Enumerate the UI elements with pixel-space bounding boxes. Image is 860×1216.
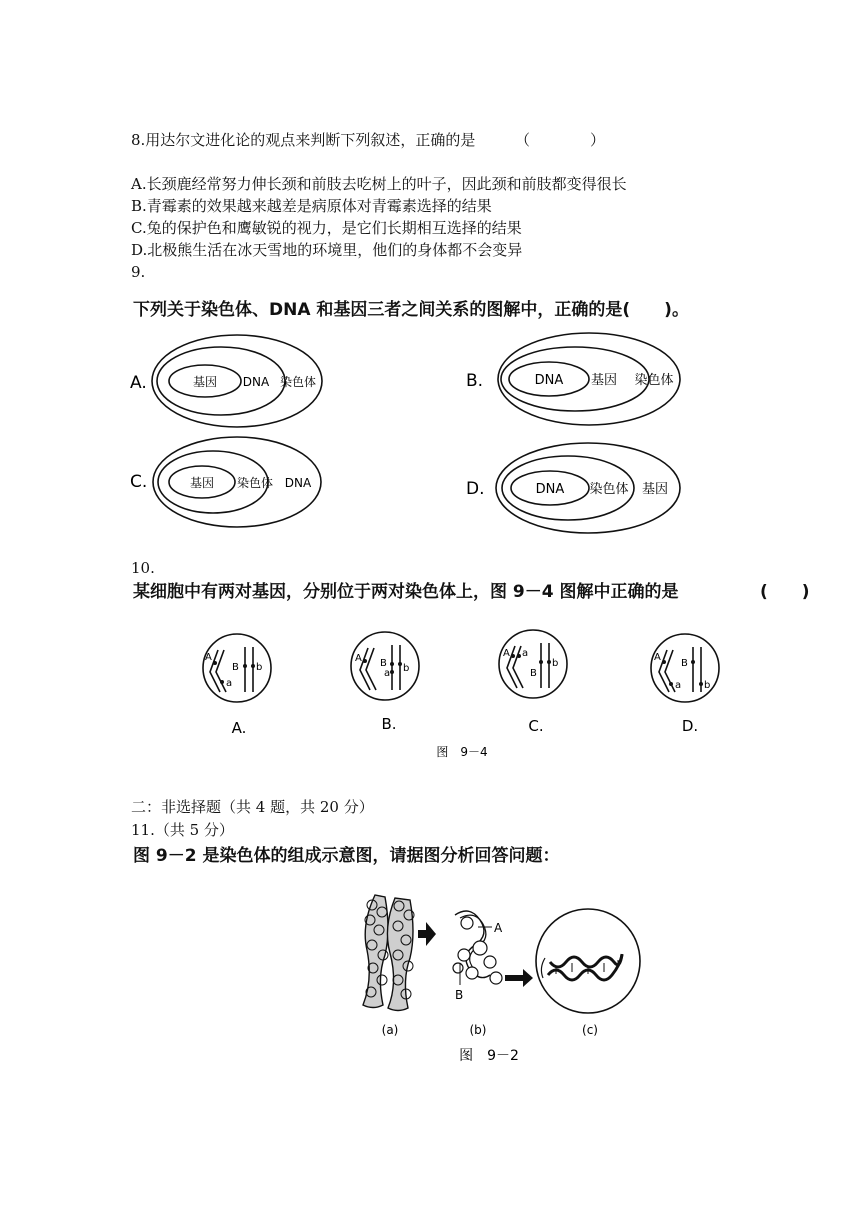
q9-option-b-diagram [466,333,680,425]
q8-option-d: D.北极熊生活在冰天雪地的环境里，他们的身体都不会变异 [131,241,523,259]
q10-option-b-gene-2: a [384,668,391,679]
q9-option-c-letter: C. [130,472,148,492]
q10-option-a-cell [203,634,271,737]
q9-option-a-outer: 染色体 [279,375,317,389]
q8-option-b: B.青霉素的效果越来越差是病原体对青霉素选择的结果 [131,197,492,215]
q8-answer-paren: （ ） [515,131,606,149]
q8-option-a: A.长颈鹿经常努力伸长颈和前肢去吃树上的叶子，因此颈和前肢都变得很长 [131,175,627,193]
q9-option-c-middle: 染色体 [236,476,274,490]
q9-option-d-letter: D. [466,479,485,499]
figure-panel-c: (c) [582,1023,598,1037]
q10-number: 10. [131,559,155,577]
q10-option-a-gene-2: a [226,678,233,689]
q9-option-d-middle: 染色体 [589,482,629,497]
q11-figure [0,880,860,1080]
q10-option-d-gene-2: a [675,680,682,691]
section2-heading: 二：非选择题（共 4 题，共 20 分） [131,798,374,816]
q10-stem: 某细胞中有两对基因，分别位于两对染色体上，图 9－4 图解中正确的是 [133,582,679,602]
q9-option-d-outer: 基因 [641,482,669,497]
figure-label-a: A [494,921,503,935]
figure-panel-a: (a) [381,1023,399,1037]
dna-protein-illustration [453,911,533,1002]
q9-option-a-middle: DNA [242,375,270,389]
q8-option-c: C.兔的保护色和鹰敏锐的视力，是它们长期相互选择的结果 [131,219,522,237]
q8-stem: 8.用达尔文进化论的观点来判断下列叙述，正确的是 [131,131,476,149]
q10-option-b-gene-3: B [380,658,387,669]
q9-diagrams [0,330,860,560]
q9-option-c-outer: DNA [284,476,312,490]
double-helix-illustration [536,909,640,1013]
q10-option-c-cell [499,630,567,735]
q10-answer-paren: ( ) [760,582,810,602]
q10-option-c-gene-4: b [552,658,559,669]
q10-option-d-gene-1: A [654,652,661,663]
q9-option-d-inner: DNA [535,482,565,497]
q9-option-c-diagram [130,437,321,527]
q11-figure-caption: 图 9－2 [459,1048,519,1064]
q10-option-c-gene-2: a [522,648,529,659]
q9-option-c-inner: 基因 [189,476,215,490]
q10-option-b-cell [351,632,419,733]
q10-option-c-gene-3: B [530,668,537,679]
q10-option-d-gene-3: B [681,658,688,669]
q10-diagrams [0,620,860,770]
q11-number: 11.（共 5 分） [131,821,234,839]
figure-panel-b: (b) [469,1023,487,1037]
q9-option-d-diagram [466,443,680,533]
q9-option-a-diagram [130,335,322,427]
q10-option-a-gene-4: b [256,662,263,673]
q10-option-d-letter: D. [681,717,699,735]
q9-option-b-letter: B. [466,371,484,391]
q11-stem: 图 9－2 是染色体的组成示意图，请据图分析回答问题： [133,846,560,866]
q10-option-c-gene-1: A [503,648,510,659]
q9-option-b-middle: 基因 [590,373,618,388]
q9-number: 9. [131,263,146,281]
q10-option-b-gene-1: A [355,653,362,664]
q10-option-b-gene-4: b [403,663,410,674]
q10-figure-caption: 图 9－4 [436,745,488,759]
q9-option-b-outer: 染色体 [634,373,674,388]
q9-option-b-inner: DNA [534,373,564,388]
q9-option-a-letter: A. [130,373,147,393]
figure-label-b: B [455,988,464,1002]
q9-stem: 下列关于染色体、DNA 和基因三者之间关系的图解中，正确的是( )。 [133,300,689,320]
q10-option-a-gene-3: B [232,662,239,673]
q10-option-d-gene-4: b [704,680,711,691]
q10-option-a-letter: A. [231,719,247,737]
q9-option-a-inner: 基因 [192,375,218,389]
chromosome-illustration [363,895,436,1011]
q10-option-b-letter: B. [381,715,397,733]
q10-option-d-cell [651,634,719,735]
q10-option-c-letter: C. [528,717,544,735]
q10-option-a-gene-1: A [205,652,212,663]
